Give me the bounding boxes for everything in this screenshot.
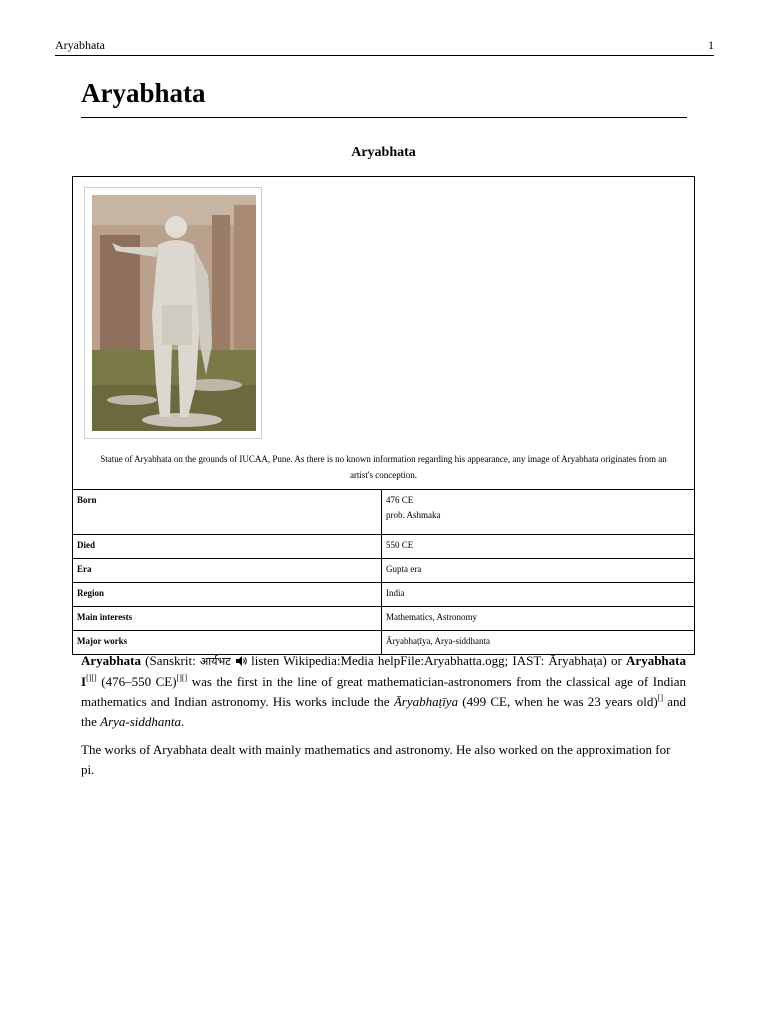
table-row	[73, 490, 694, 535]
citation[interactable]: [][]	[176, 673, 188, 683]
row-label-region: Region	[73, 583, 382, 607]
row-label-era: Era	[73, 559, 382, 583]
page-number: 1	[708, 38, 714, 52]
subject-name-alt: Aryabhata I	[81, 653, 686, 690]
table-row	[73, 607, 694, 631]
row-label-born: Born	[73, 490, 382, 535]
row-value-born	[382, 490, 695, 535]
infobox-table	[73, 489, 694, 654]
infobox-title: Aryabhata	[351, 145, 416, 160]
row-value-region[interactable]: India	[382, 583, 695, 607]
row-label-major-works: Major works	[73, 631, 382, 655]
paragraph-works: The works of Aryabhata dealt with mainly mathematics and astronomy. He also worked on the approximation for pi.	[81, 742, 671, 778]
table-row	[73, 559, 694, 583]
subject-name: Aryabhata	[81, 653, 141, 668]
work-title: Arya-siddhanta	[100, 714, 182, 730]
speaker-icon[interactable]	[235, 652, 247, 672]
article-body	[81, 651, 686, 788]
born-date: 476 CE	[386, 495, 414, 505]
running-header	[55, 38, 714, 56]
table-row	[73, 535, 694, 559]
text-span: (Sanskrit:	[140, 653, 200, 668]
image-caption: Statue of Aryabhata on the grounds of IUCAA, Pune. As there is no known information regarding his appearance, any image of Aryabhata originates from an artist's conception.	[100, 454, 667, 480]
running-header-title: Aryabhata	[55, 38, 105, 52]
text-span: (499 CE, when he was 23 years old)	[458, 694, 658, 710]
row-value-died: 550 CE	[382, 535, 695, 559]
row-value-major-works[interactable]: Āryabhaṭīya, Arya-siddhanta	[382, 631, 695, 655]
text-span: listen Wikipedia:Media helpFile:Aryabhatta.ogg; IAST: Āryabhaṭa) or	[246, 653, 627, 668]
born-place: prob. Ashmaka	[386, 510, 441, 520]
row-value-main-interests[interactable]: Mathematics, Astronomy	[382, 607, 695, 631]
page-title: Aryabhata	[81, 78, 687, 118]
statue-image	[92, 195, 256, 431]
row-value-era[interactable]: Gupta era	[382, 559, 695, 583]
table-row	[73, 583, 694, 607]
statue-image-frame[interactable]	[84, 187, 262, 439]
row-label-died: Died	[73, 535, 382, 559]
paragraph-intro	[81, 651, 686, 732]
citation[interactable]: [][]	[86, 673, 97, 683]
citation[interactable]: []	[657, 693, 663, 703]
sanskrit-name: आर्यभट	[199, 655, 231, 668]
row-label-main-interests: Main interests	[73, 607, 382, 631]
text-span: (476–550 CE)	[96, 674, 177, 690]
infobox	[72, 176, 695, 655]
text-span: .	[181, 714, 185, 730]
work-title: Āryabhaṭīya	[393, 694, 459, 710]
text-span: and the	[81, 694, 686, 730]
text-span: was the first in the line of great mathematician-astronomers from the classical age of Indian mathematics and Indian astronomy. His works include the	[81, 674, 686, 710]
